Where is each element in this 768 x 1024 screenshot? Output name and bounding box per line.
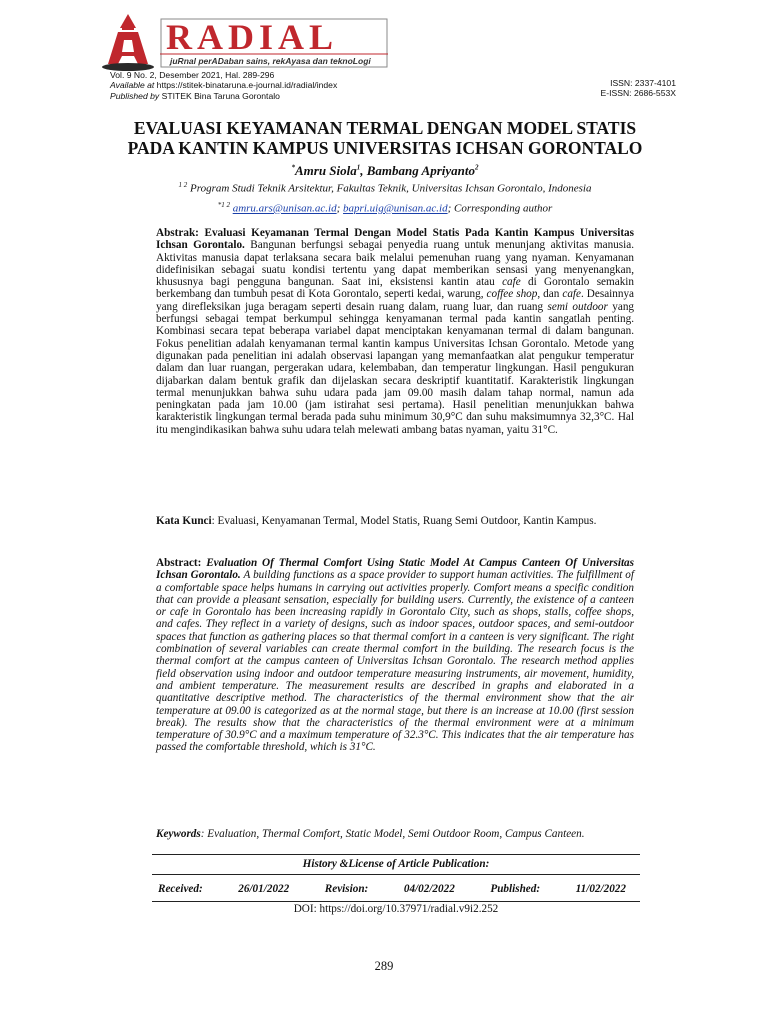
email-link-1[interactable]: amru.ars@unisan.ac.id — [232, 202, 337, 215]
journal-logo — [100, 12, 390, 72]
logo-banner — [160, 18, 388, 68]
journal-url[interactable]: https://stitek-binataruna.e-journal.id/radial/index — [156, 80, 338, 91]
publisher-line: Published by STITEK Bina Taruna Gorontalo — [110, 90, 280, 101]
article-history — [152, 854, 640, 915]
revision-label: Revision: — [324, 883, 369, 895]
email-link-2[interactable]: bapri.uig@unisan.ac.id — [343, 202, 448, 215]
logo-subtitle: juRnal perADaban sains, rekAyasa dan teknoLogi — [170, 56, 371, 66]
author-line: *Amru Siola$^1$, Bambang Apriyanto$^2$ — [291, 163, 479, 178]
published-date: 11/02/2022 — [575, 883, 626, 895]
revision-date: 04/02/2022 — [403, 883, 455, 895]
abstract-paragraph: Abstract: Evaluation Of Thermal Comfort Using Static Model At Campus Canteen Of Universitas Ichsan Gorontalo. A building functions as a space provider to support human activities. The fulfillment of a comfortable space helps humans in carrying out activities properly. Comfort means a specific condition that can provide a pleasant sensation, especially for building users. Currently, the existence of a canteen or cafe in Gorontalo has been increasing rapidly in Gorontalo City, such as shops, stalls, coffee shops, and cafes. They reflect in a variety of designs, such as indoor spaces, outdoor spaces, and semi-outdoor spaces that function as gathering places so that thermal comfort in a canteen is very significant. The right combination of several variables can create thermal comfort in the building. The research focus is the thermal comfort at the campus canteen of Universitas Ichsan Gorontalo. The research method applies field observation using indoor and outdoor temperature measuring instruments, air movement, humidity, and ambient temperature. The measurement results are described in graphs and elaborated in a quantitative descriptive method. The characteristics of the thermal environment show that the air temperature at 09.00 is categorized as at the normal stage, but there is an increase at 10.00 (first session break). The results show that the characteristics of the thermal environment were at a minimum temperature of 30.9°C and a maximum temperature of 32.3°C. This indicates that the air temperature has passed the comfortable threshold, which is 31°C. — [156, 557, 634, 754]
journal-meta — [110, 70, 337, 101]
kata-kunci: Kata Kunci: Evaluasi, Kenyamanan Termal, Model Statis, Ruang Semi Outdoor, Kantin Kampus. — [156, 515, 597, 527]
logo-wordmark: RADIAL — [166, 17, 339, 57]
published-label: Published: — [490, 883, 541, 895]
tower-logo-icon — [100, 12, 156, 72]
issn: ISSN: 2337-4101 — [610, 78, 676, 88]
email-line: $^{*1 2}$ amru.ars@unisan.ac.id; bapri.uig@unisan.ac.id; Corresponding author — [217, 201, 553, 215]
volume-line: Vol. 9 No. 2, Desember 2021, Hal. 289-296 — [110, 70, 275, 80]
eissn: E-ISSN: 2686-553X — [600, 88, 676, 99]
article-title: EVALUASI KEYAMANAN TERMAL DENGAN MODEL STATIS PADA KANTIN KAMPUS UNIVERSITAS ICHSAN GORONTALO — [127, 118, 643, 158]
abstrak-paragraph: Abstrak: Evaluasi Keyamanan Termal Dengan Model Statis Pada Kantin Kampus Universitas Ichsan Gorontalo. Bangunan berfungsi sebagai penyedia ruang untuk menunjang aktivitas manusia. Aktivitas manusia dapat terlaksana secara baik melalui pemenuhan ruang yang nyaman. Kenyamanan didefinisikan sebagai suatu kondisi tertentu yang dapat memberikan sensasi yang menyenangkan, khususnya bagi pengguna bangunan. Saat ini, eksistensi kantin atau cafe di Gorontalo semakin berkembang dan tumbuh pesat di Kota Gorontalo, seperti kedai, warung, coffee shop, dan cafe. Desainnya yang direfleksikan juga beragam seperti desain ruang dalam, ruang luar, dan ruang semi outdoor yang berfungsi sebagai tempat berkumpul sehingga kenyamanan termal pada kantin sangatlah penting. Kombinasi secara tepat beberapa variabel dapat menciptakan kenyamanan termal di dalam bangunan. Fokus penelitian adalah kenyamanan termal kantin kampus Universitas Ichsan Gorontalo. Metode yang digunakan pada penelitian ini adalah observasi lapangan yang memanfaatkan alat pengukur temperatur dalam dan luar ruangan, pergerakan udara, kelembaban, dan temperatur lingkungan. Hasil pengukuran dijabarkan dalam bentuk grafik dan dijelaskan secara deskriptif kuantitatif. Karakteristik lingkungan termal menunjukkan bahwa suhu udara pada jam 09.00 masih dalam tahap normal, namun ada peningkatan pada jam 10.00 (jam istirahat sesi pertama). Hasil penelitian menunjukkan bahwa karakteristik lingkungan termal berada pada suhu minimum 30,9°C dan suhu maksimumnya 32,3°C. Hal itu mengindikasikan bahwa suhu udara telah melewati ambang batas nyaman, yaitu 31°C. — [156, 227, 635, 436]
availability-line: Available at https://stitek-binataruna.e-journal.id/radial/index — [110, 80, 338, 91]
page-number: 289 — [374, 959, 394, 973]
keywords: Keywords: Evaluation, Thermal Comfort, Static Model, Semi Outdoor Room, Campus Canteen. — [156, 828, 585, 840]
history-title: History &License of Article Publication: — [302, 858, 490, 870]
received-date: 26/01/2022 — [238, 883, 290, 895]
history-dates — [152, 875, 640, 898]
received-label: Received: — [158, 883, 203, 895]
doi-link[interactable]: DOI: https://doi.org/10.37971/radial.v9i2.252 — [293, 903, 499, 915]
affiliation: $^{1 2}$ Program Studi Teknik Arsitektur, Fakultas Teknik, Universitas Ichsan Gorontalo, Indonesia — [178, 181, 592, 195]
issn-block — [601, 78, 676, 99]
